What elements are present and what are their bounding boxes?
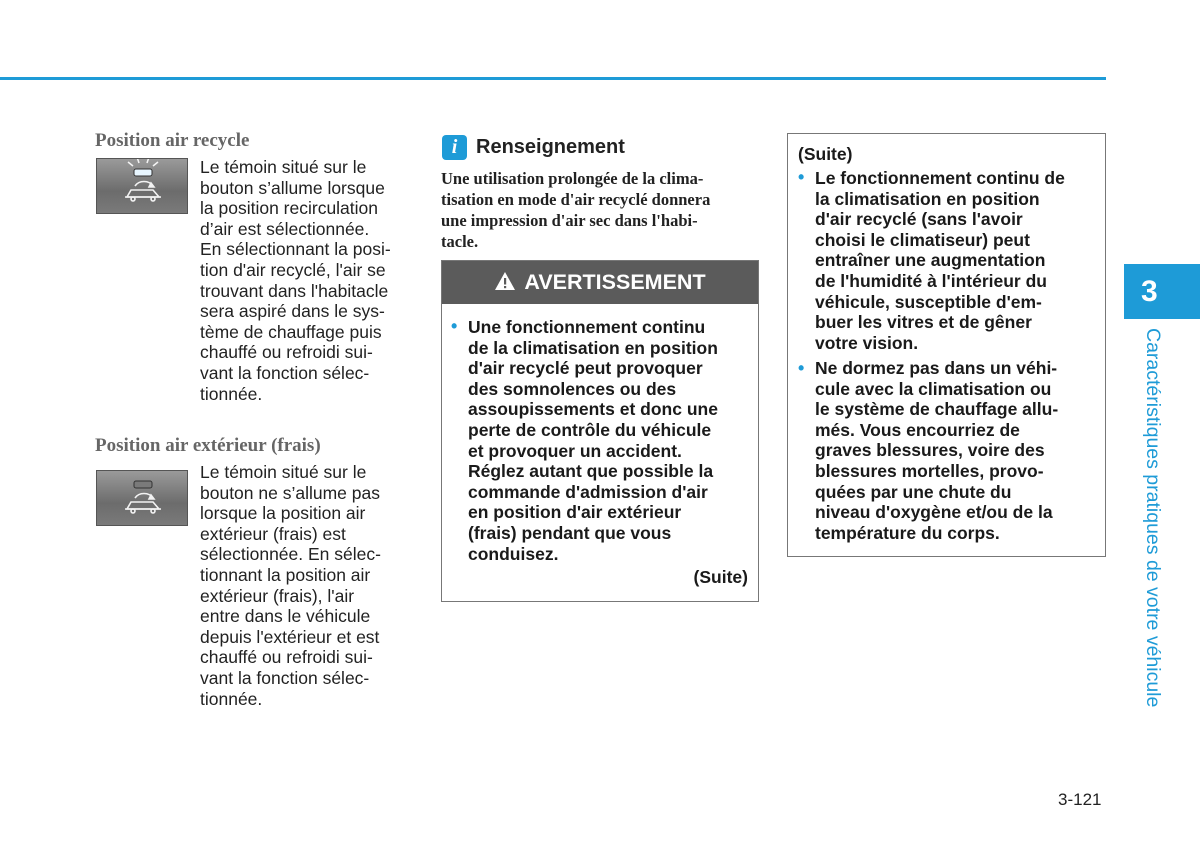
recycle-heading: Position air recycle bbox=[95, 130, 250, 151]
chapter-tab: 3 bbox=[1124, 264, 1200, 319]
car-recirculation-icon bbox=[125, 494, 161, 514]
warning-suite: (Suite) bbox=[693, 567, 748, 587]
indicator-glow-icon bbox=[128, 159, 158, 166]
info-title: Renseignement bbox=[476, 136, 625, 158]
info-text: Une utilisation prolongée de la clima- tisation en mode d'air recyclé donnera une impression d'air sec dans l'habi- tacle. bbox=[441, 169, 711, 251]
continuation-item: Ne dormez pas dans un véhi- cule avec la climatisation ou le système de chauffage allu- més. Vous encourriez de graves blessures, voire des blessures mortelles, provo- quées par une chute du niveau d'oxygène et/ou de la température du corps. bbox=[815, 358, 1059, 543]
chapter-title: Caractéristiques pratiques de votre véhicule bbox=[1142, 328, 1164, 708]
car-recirculation-icon bbox=[125, 182, 161, 202]
warning-triangle-icon bbox=[494, 271, 516, 291]
warning-bullet: • bbox=[451, 316, 458, 336]
continuation-box bbox=[787, 133, 1106, 557]
continuation-item: Le fonctionnement continu de la climatisation en position d'air recyclé (sans l'avoir choisi le climatiseur) peut entraîner une augmentation de l'humidité à l'intérieur du véhicule, susceptible d'em- buer les vitres et de gêner votre vision. bbox=[815, 168, 1065, 353]
continuation-bullet: • bbox=[798, 167, 805, 187]
fresh-air-button-image bbox=[96, 470, 188, 526]
top-rule bbox=[0, 77, 1106, 80]
recycle-description: Le témoin situé sur le bouton s’allume lorsque la position recirculation d’air est sélectionnée. En sélectionnant la posi- tion d'air recyclé, l'air se trouvant dans l'habitacle sera aspiré dans le sys- tème de chauffage puis chauffé ou refroidi sui- vant la fonction sélec- tionnée. bbox=[200, 157, 391, 404]
warning-text: Une fonctionnement continu de la climatisation en position d'air recyclé peut provoquer des somnolences ou des assoupissements et donc une perte de contrôle du véhicule et provoquer un accident. Réglez autant que possible la commande d'admission d'air en position d'air extérieur (frais) pendant que vous conduisez. bbox=[468, 317, 718, 564]
recycle-button-image bbox=[96, 158, 188, 214]
fresh-air-heading: Position air extérieur (frais) bbox=[95, 435, 321, 456]
warning-box bbox=[441, 260, 759, 602]
continuation-bullet: • bbox=[798, 358, 805, 378]
warning-title: AVERTISSEMENT bbox=[524, 270, 706, 294]
continuation-suite: (Suite) bbox=[798, 144, 853, 164]
fresh-air-description: Le témoin situé sur le bouton ne s’allume pas lorsque la position air extérieur (frais) est sélectionnée. En sélec- tionnant la position air extérieur (frais), l'air entre dans le véhicule depuis l'extérieur et est chauffé ou refroidi sui- vant la fonction sélec- tionnée. bbox=[200, 462, 381, 709]
warning-header bbox=[442, 261, 758, 304]
info-icon: i bbox=[442, 135, 467, 160]
page-number: 3-121 bbox=[1058, 790, 1102, 809]
